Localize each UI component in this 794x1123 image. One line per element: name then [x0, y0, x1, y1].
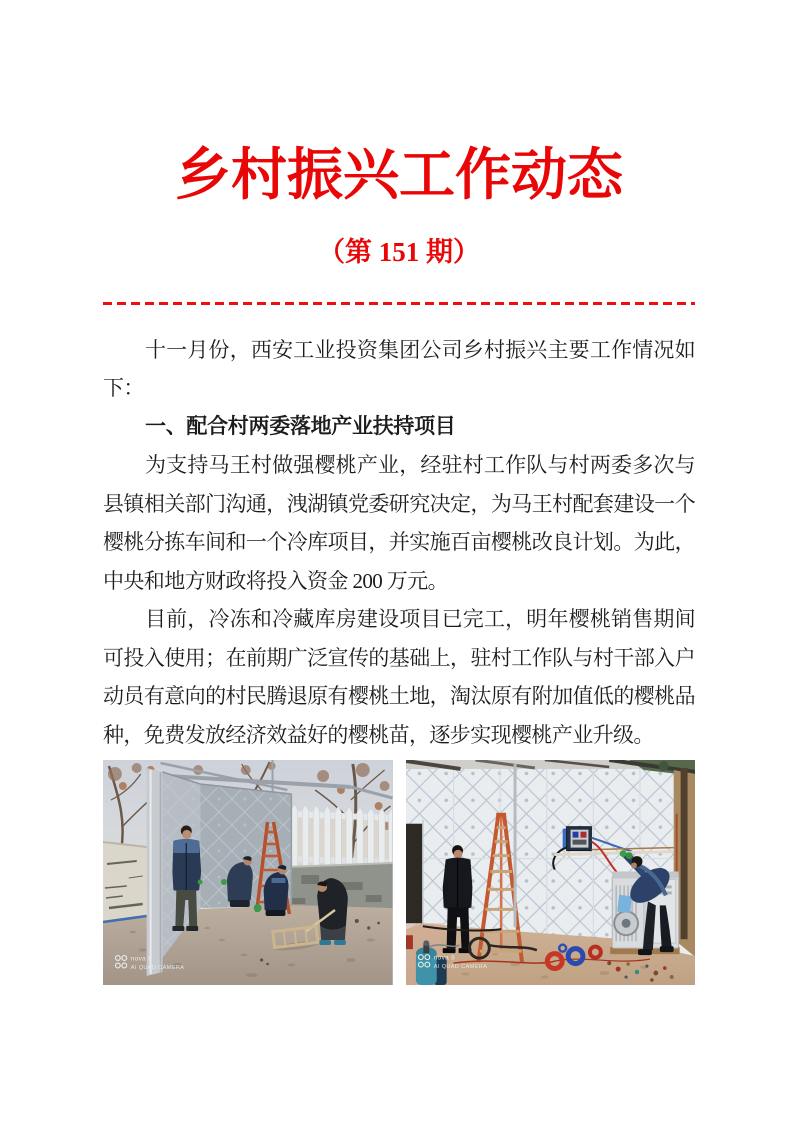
- blue-sheet: [617, 895, 632, 913]
- green-glove: [198, 880, 203, 885]
- green-bucket: [254, 904, 262, 912]
- paragraph-intro: 十一月份，西安工业投资集团公司乡村振兴主要工作情况如下：: [103, 337, 695, 401]
- section-heading-1: 一、配合村两委落地产业扶持项目: [145, 414, 456, 438]
- paragraph-progress: 目前，冷冻和冷藏库房建设项目已完工，明年樱桃销售期间可投入使用；在前期广泛宣传的基础上，驻村工作队与村干部入户动员有意向的村民腾退原有樱桃土地，淘汰原有附加值低的樱桃品种，免费发放经济效益好的樱桃苗，逐步实现樱桃产业升级。: [103, 607, 695, 747]
- blue-shoe: [334, 940, 346, 945]
- watermark-device: nova 8: [433, 954, 455, 962]
- watermark-camera: AI QUAD CAMERA: [130, 964, 185, 972]
- document-content: [103, 331, 695, 986]
- photo-panel-wall-installation: [103, 760, 393, 985]
- green-glove: [625, 852, 632, 859]
- green-glove: [221, 879, 227, 885]
- doorway: [406, 824, 423, 924]
- green-glove: [619, 850, 626, 857]
- watermark-camera: AI QUAD CAMERA: [433, 964, 487, 971]
- dashed-divider: [103, 302, 695, 305]
- blue-shoe: [319, 940, 331, 945]
- photo-refrigeration-illustration: [406, 760, 696, 985]
- cream-wall: [103, 842, 147, 922]
- photo-panel-wall-illustration: [103, 760, 393, 985]
- photo-row: [103, 760, 695, 985]
- doc-title: 乡村振兴工作动态: [175, 145, 623, 207]
- issue-number: （第 151 期）: [318, 237, 480, 268]
- photo-refrigeration-unit-installation: [406, 760, 696, 985]
- watermark-device: nova 8: [130, 955, 153, 963]
- paragraph-project-funding: 为支持马王村做强樱桃产业，经驻村工作队与村两委多次与县镇相关部门沟通，洩湖镇党委研究决定，为马王村配套建设一个樱桃分拣车间和一个冷库项目，并实施百亩樱桃改良计划。为此，中央和地方财政将投入资金 200 万元。: [103, 453, 695, 593]
